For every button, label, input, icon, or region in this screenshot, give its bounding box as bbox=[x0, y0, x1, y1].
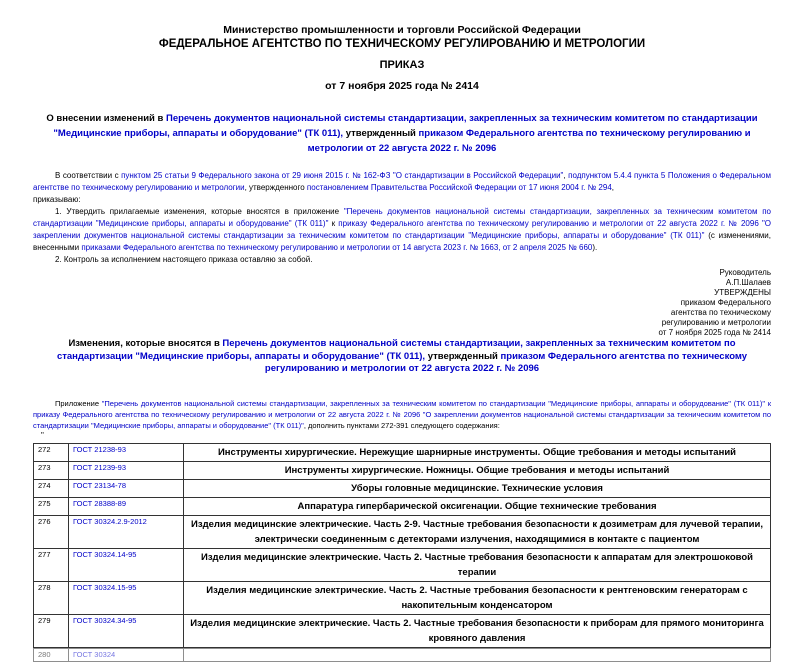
table-row bbox=[34, 515, 771, 548]
gost-number-link[interactable]: ГОСТ 21238-93 bbox=[69, 443, 184, 461]
table-row bbox=[34, 479, 771, 497]
text-segment: Приложение bbox=[55, 398, 102, 408]
row-number: 274 bbox=[34, 479, 69, 497]
text-segment: утвержденный bbox=[427, 350, 501, 362]
doc-reference-link[interactable]: подпунктом 5.4.4 пункта 5 Положения о Федеральном агентстве по техническому регулированию и метрологии bbox=[33, 171, 772, 192]
gost-number-link[interactable]: ГОСТ 30324.2.9-2012 bbox=[69, 515, 184, 548]
clipped-next-row bbox=[33, 648, 771, 659]
standard-title: Изделия медицинские электрические. Часть 2. Частные требования безопасности к приборам для прямого мониторинга кровяного давления bbox=[184, 614, 771, 647]
document-type: ПРИКАЗ bbox=[379, 59, 425, 71]
gost-number-link[interactable]: ГОСТ 30324.15-95 bbox=[69, 581, 184, 614]
signer-position: Руководитель bbox=[719, 268, 771, 277]
approved-by-line-1: приказом Федерального bbox=[680, 298, 771, 307]
doc-reference-link[interactable]: пунктом 25 статьи 9 Федерального закона от 29 июня 2015 г. № 162-ФЗ "О стандартизации в Российской Федерации" bbox=[121, 171, 564, 180]
appendix-paragraph bbox=[33, 398, 771, 431]
gost-standards-table bbox=[33, 443, 771, 648]
table-row bbox=[34, 581, 771, 614]
table-row bbox=[34, 443, 771, 461]
doc-reference-link[interactable]: приказу Федерального агентства по техническому регулированию и метрологии от 22 августа 2022 г. № 2096 "О закреплении документов национальной системы стандартизации за техническим комитетом по стандартизации "Медицинские приборы, аппараты и оборудование" (ТК 011)" bbox=[33, 219, 772, 240]
row-number: 276 bbox=[34, 515, 69, 548]
opening-quote-mark: " bbox=[41, 430, 44, 440]
row-number: 280 bbox=[34, 648, 69, 661]
table-row bbox=[34, 614, 771, 647]
preamble-paragraph bbox=[33, 170, 771, 194]
table-row bbox=[34, 648, 771, 661]
row-number: 279 bbox=[34, 614, 69, 647]
gost-number-link[interactable]: ГОСТ 21239-93 bbox=[69, 461, 184, 479]
table-row bbox=[34, 497, 771, 515]
text-segment: , bbox=[563, 171, 569, 180]
gost-number-link[interactable]: ГОСТ 30324.14-95 bbox=[69, 548, 184, 581]
doc-reference-link[interactable]: Перечень документов национальной системы стандартизации, закрепленных за техническим комитетом по стандартизации "Медицинские приборы, аппараты и оборудование" (ТК 011), bbox=[53, 113, 758, 139]
text-segment: Изменения, которые вносятся в bbox=[68, 338, 223, 349]
text-segment: ). bbox=[592, 243, 598, 252]
text-segment: утвержденный bbox=[345, 128, 419, 139]
document-date-number: от 7 ноября 2025 года № 2414 bbox=[325, 80, 479, 92]
signature-block bbox=[33, 268, 771, 338]
row-number: 277 bbox=[34, 548, 69, 581]
approved-date-number: от 7 ноября 2025 года № 2414 bbox=[658, 328, 771, 337]
order-word: приказываю: bbox=[33, 195, 81, 204]
row-number: 273 bbox=[34, 461, 69, 479]
text-segment: В соответствии с bbox=[55, 171, 122, 180]
row-number: 275 bbox=[34, 497, 69, 515]
gost-standards-table-continued bbox=[33, 648, 771, 662]
text-segment: О внесении изменений в bbox=[46, 113, 166, 124]
order-item-2: 2. Контроль за исполнением настоящего приказа оставляю за собой. bbox=[55, 255, 313, 264]
gost-table-partial-body bbox=[34, 648, 771, 661]
text-segment: 1. Утвердить прилагаемые изменения, которые вносятся в приложение bbox=[55, 207, 344, 216]
standard-title: Аппаратура гипербарической оксигенации. Общие технические требования bbox=[184, 497, 771, 515]
standard-title: Изделия медицинские электрические. Часть 2. Частные требования безопасности к аппаратам для электрошоковой терапии bbox=[184, 548, 771, 581]
doc-reference-link[interactable]: приказом Федерального агентства по техническому регулированию и метрологии от 22 августа 2022 г. № 2096 bbox=[307, 128, 751, 154]
agency-name: ФЕДЕРАЛЬНОЕ АГЕНТСТВО ПО ТЕХНИЧЕСКОМУ РЕГУЛИРОВАНИЮ И МЕТРОЛОГИИ bbox=[158, 38, 646, 50]
standard-title: Изделия медицинские электрические. Часть 2-9. Частные требования безопасности к дозиметрам для лучевой терапии, электрически соединенным с детекторами излучения, находящимися в контакте с пациентом bbox=[184, 515, 771, 548]
text-segment: к bbox=[328, 219, 339, 228]
gost-number-link[interactable]: ГОСТ 30324 bbox=[69, 648, 184, 661]
ministry-name: Министерство промышленности и торговли Российской Федерации bbox=[223, 24, 581, 36]
document-title bbox=[33, 111, 771, 156]
standard-title bbox=[184, 648, 771, 661]
gost-table-body bbox=[34, 443, 771, 647]
standard-title: Уборы головные медицинские. Технические условия bbox=[184, 479, 771, 497]
standard-title: Изделия медицинские электрические. Часть 2. Частные требования безопасности к рентгеновским генераторам с накопительным конденсатором bbox=[184, 581, 771, 614]
row-number: 272 bbox=[34, 443, 69, 461]
doc-reference-link[interactable]: приказами Федерального агентства по техническому регулированию и метрологии от 14 августа 2023 г. № 1663, от 2 апреля 2025 № 660 bbox=[81, 243, 593, 252]
signer-name: А.П.Шалаев bbox=[725, 278, 771, 287]
approved-by-line-2: агентства по техническому bbox=[670, 308, 771, 317]
gost-number-link[interactable]: ГОСТ 30324.34-95 bbox=[69, 614, 184, 647]
gost-number-link[interactable]: ГОСТ 28388-89 bbox=[69, 497, 184, 515]
amendments-heading bbox=[33, 338, 771, 376]
table-row bbox=[34, 548, 771, 581]
doc-reference-link[interactable]: "Перечень документов национальной системы стандартизации, закрепленных за техническим комитетом по стандартизации "Медицинские приборы, аппараты и оборудование" (ТК 011)" к приказу Федерального агентства по техническому регулированию и метрологии от 22 августа 2022 г. № 2096 "О закреплении документов национальной системы стандартизации за техническим комитетом по стандартизации "Медицинские приборы, аппараты и оборудование" (ТК 011)" bbox=[33, 398, 772, 430]
text-segment: (с изменениями, внесенными bbox=[33, 231, 771, 252]
table-row bbox=[34, 461, 771, 479]
approved-label: УТВЕРЖДЕНЫ bbox=[714, 288, 771, 297]
text-segment: , утвержденного bbox=[244, 183, 307, 192]
doc-reference-link[interactable]: приказом Федерального агентства по техническому регулированию и метрологии от 22 августа 2022 г. № 2096 bbox=[264, 350, 748, 374]
order-item-1 bbox=[33, 206, 771, 254]
doc-reference-link[interactable]: постановлением Правительства Российской Федерации от 17 июня 2004 г. № 294 bbox=[306, 183, 612, 192]
text-segment: , bbox=[611, 183, 615, 192]
row-number: 278 bbox=[34, 581, 69, 614]
standard-title: Инструменты хирургические. Нережущие шарнирные инструменты. Общие требования и методы испытаний bbox=[184, 443, 771, 461]
standard-title: Инструменты хирургические. Ножницы. Общие требования и методы испытаний bbox=[184, 461, 771, 479]
text-segment: , дополнить пунктами 272-391 следующего содержания: bbox=[303, 420, 500, 430]
doc-reference-link[interactable]: "Перечень документов национальной системы стандартизации, закрепленных за техническим комитетом по стандартизации "Медицинские приборы, аппараты и оборудование" (ТК 011)" bbox=[33, 207, 771, 228]
doc-reference-link[interactable]: Перечень документов национальной системы стандартизации, закрепленных за техническим комитетом по стандартизации "Медицинские приборы, аппараты и оборудование" (ТК 011), bbox=[56, 338, 736, 362]
gost-number-link[interactable]: ГОСТ 23134-78 bbox=[69, 479, 184, 497]
approved-by-line-3: регулированию и метрологии bbox=[661, 318, 771, 327]
